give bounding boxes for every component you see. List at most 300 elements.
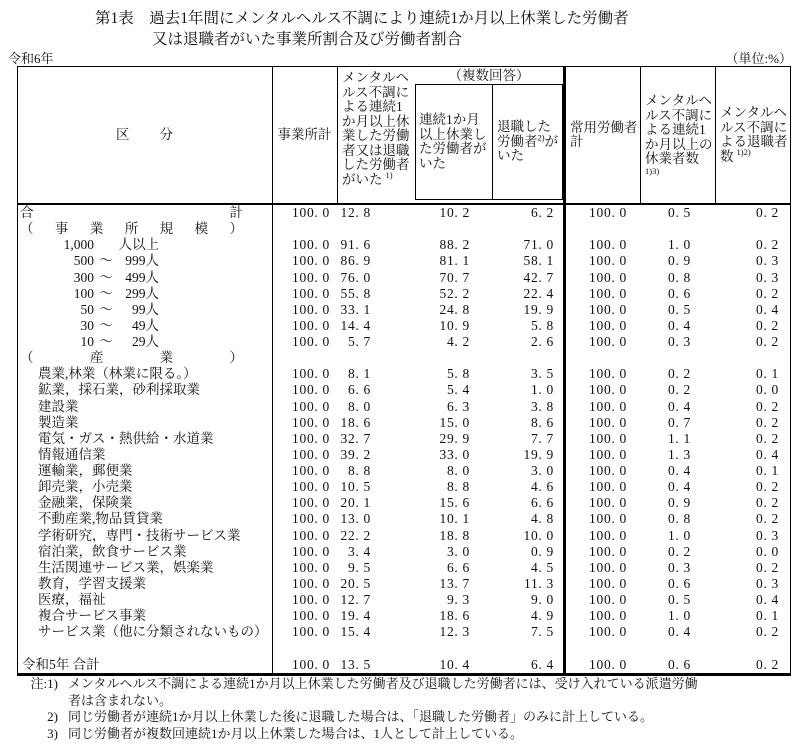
value-cell: 8. 8	[347, 463, 371, 478]
column-divider	[272, 67, 273, 673]
value-cell: 0. 1	[755, 608, 779, 624]
thick-column-divider	[563, 67, 566, 673]
value-cell: 0. 3	[755, 575, 779, 591]
row-label-part: 500	[73, 253, 94, 269]
value-cell: 0. 2	[755, 285, 779, 301]
value-cell: 15. 4	[340, 624, 371, 640]
value-cell: 20. 1	[340, 495, 371, 511]
value-cell: 13. 0	[340, 511, 371, 527]
notes	[8, 676, 702, 742]
value-cell: 100. 0	[589, 301, 627, 317]
value-cell: 0. 9	[530, 543, 554, 559]
row-label: 学術研究，専門・技術サービス業	[38, 527, 241, 543]
value-cell: 0. 3	[667, 559, 691, 575]
value-cell: 22. 4	[523, 285, 554, 301]
value-cell: 33. 0	[439, 446, 470, 462]
value-cell: 0. 4	[667, 317, 691, 333]
value-cell: 7. 7	[530, 430, 554, 446]
value-cell: 100. 0	[589, 527, 627, 543]
value-cell: 11. 3	[524, 575, 554, 591]
col-header-quit-count	[716, 67, 790, 203]
row-label: 複合サービス事業	[38, 608, 146, 624]
row-label	[18, 302, 272, 318]
table-title-line1: 第1表 過去1年間にメンタルヘルス不調により連続1か月以上休業した労働者	[95, 10, 629, 27]
value-cell: 0. 5	[667, 205, 691, 220]
table-row	[18, 447, 790, 463]
col-header-mh-leave-or-quit-label: メンタルヘルス不調による連続1か月以上休業した労働者又は退職した労働者がいた	[342, 70, 410, 187]
value-cell: 100. 0	[589, 543, 627, 559]
value-cell: 1. 3	[667, 446, 691, 462]
value-cell: 100. 0	[589, 414, 627, 430]
value-cell: 0. 0	[755, 543, 779, 559]
row-label: 鉱業，採石業，砂利採取業	[38, 382, 200, 398]
table-row	[18, 560, 790, 576]
table-row	[18, 640, 790, 656]
row-label-part: ～	[99, 285, 113, 301]
statistics-table	[17, 66, 791, 676]
value-cell: 55. 8	[340, 285, 371, 301]
value-cell: 12. 3	[439, 624, 470, 640]
row-label: 教育，学習支援業	[38, 575, 146, 591]
row-label-part: 49人	[132, 317, 159, 333]
value-cell: 100. 0	[589, 495, 627, 511]
value-cell: 13. 5	[340, 656, 371, 672]
value-cell: 0. 2	[755, 559, 779, 575]
value-cell: 100. 0	[292, 366, 330, 382]
value-cell: 100. 0	[589, 285, 627, 301]
value-cell: 1. 0	[667, 237, 691, 253]
col-header-quit-count-label: メンタルヘルス不調による退職者数	[720, 105, 788, 164]
row-label: 生活関連サービス業，娯楽業	[38, 559, 214, 575]
col-header-regular-workers-total	[566, 67, 641, 203]
value-cell: 0. 3	[755, 269, 779, 285]
value-cell: 0. 7	[667, 414, 691, 430]
value-cell: 5. 7	[347, 334, 371, 349]
value-cell: 100. 0	[589, 269, 627, 285]
row-label	[18, 640, 272, 656]
table-row	[18, 415, 790, 431]
row-label: 合 計	[20, 205, 243, 220]
multiple-answer-box	[415, 84, 563, 200]
col-header-quit-workers	[493, 85, 562, 199]
table-row	[18, 382, 790, 398]
value-cell: 0. 6	[667, 575, 691, 591]
footnote-ref-2: 2)	[537, 132, 545, 143]
value-cell: 71. 0	[523, 237, 554, 253]
value-cell: 88. 2	[439, 237, 470, 253]
value-cell: 100. 0	[589, 237, 627, 253]
col-header-leave-count	[641, 67, 716, 203]
value-cell: 32. 7	[340, 430, 371, 446]
row-label	[18, 334, 272, 350]
value-cell: 5. 8	[446, 366, 470, 382]
row-label-part: 999人	[125, 253, 159, 269]
col-header-establishments-label: 事業所計	[277, 126, 332, 142]
value-cell: 3. 8	[530, 398, 554, 414]
value-cell: 0. 2	[667, 366, 691, 382]
table-row	[18, 350, 790, 366]
value-cell	[415, 350, 487, 366]
value-cell: 100. 0	[589, 575, 627, 591]
value-cell: 100. 0	[589, 253, 627, 269]
value-cell: 0. 6	[667, 656, 691, 672]
value-cell: 6. 6	[347, 382, 371, 398]
col-header-category	[18, 67, 272, 203]
value-cell: 70. 7	[439, 269, 470, 285]
row-label: 農業,林業（林業に限る。）	[38, 366, 197, 382]
row-label: 電気・ガス・熱供給・水道業	[38, 430, 214, 446]
value-cell	[641, 221, 716, 237]
value-cell	[641, 640, 716, 656]
value-cell: 9. 5	[347, 559, 371, 575]
row-label-part: 29人	[132, 334, 159, 349]
table-row	[18, 544, 790, 560]
value-cell	[487, 640, 563, 656]
col-header-regular-workers-label: 常用労働者計	[570, 119, 638, 149]
value-cell: 0. 4	[667, 479, 691, 495]
value-cell: 19. 9	[523, 301, 554, 317]
row-label: 宿泊業，飲食サービス業	[38, 543, 187, 559]
multiple-answer-group	[415, 67, 563, 203]
value-cell: 15. 6	[439, 495, 470, 511]
value-cell: 0. 4	[667, 398, 691, 414]
value-cell: 100. 0	[589, 205, 627, 220]
row-label-part: ～	[99, 317, 113, 333]
value-cell: 1. 0	[667, 608, 691, 624]
row-label-part: 99人	[132, 301, 159, 317]
table-row	[18, 657, 790, 673]
value-cell: 33. 1	[340, 301, 371, 317]
note-item	[8, 726, 702, 743]
note-marker: 注:1)	[30, 676, 58, 691]
value-cell: 6. 6	[446, 559, 470, 575]
table-title	[95, 8, 629, 50]
value-cell: 0. 2	[755, 414, 779, 430]
table-header	[18, 67, 790, 205]
value-cell: 0. 1	[755, 463, 779, 478]
row-label-part: 1,000	[63, 237, 94, 253]
table-row	[18, 608, 790, 624]
value-cell: 3. 4	[347, 543, 371, 559]
value-cell: 100. 0	[589, 479, 627, 495]
col-header-leave-count-label: メンタルヘルス不調による連続1か月以上の休業者数	[645, 93, 713, 167]
row-label	[18, 318, 272, 334]
value-cell: 8. 0	[347, 398, 371, 414]
value-cell: 12. 8	[340, 205, 371, 220]
table-row	[18, 576, 790, 592]
value-cell: 100. 0	[292, 592, 330, 607]
value-cell: 100. 0	[292, 205, 330, 220]
value-cell: 3. 5	[530, 366, 554, 382]
value-cell: 4. 8	[530, 511, 554, 527]
row-label-part: 300	[73, 269, 94, 285]
table-row	[18, 463, 790, 479]
table-row	[18, 495, 790, 511]
value-cell: 0. 1	[755, 366, 779, 382]
row-label: 医療，福祉	[38, 592, 106, 607]
value-cell: 100. 0	[292, 479, 330, 495]
value-cell: 14. 4	[340, 317, 371, 333]
table-row	[18, 366, 790, 382]
value-cell	[338, 221, 415, 237]
row-label-part: ～	[99, 269, 113, 285]
value-cell	[487, 221, 563, 237]
value-cell: 0. 4	[667, 463, 691, 478]
row-label: 卸売業，小売業	[38, 479, 133, 495]
value-cell: 15. 0	[439, 414, 470, 430]
row-label-part: 50	[80, 301, 94, 317]
value-cell: 100. 0	[292, 495, 330, 511]
value-cell: 0. 2	[755, 430, 779, 446]
value-cell: 19. 9	[523, 446, 554, 462]
group-header-multiple-answers: （複数回答）	[448, 68, 530, 83]
value-cell: 100. 0	[589, 608, 627, 624]
value-cell: 0. 9	[667, 253, 691, 269]
value-cell	[487, 350, 563, 366]
value-cell: 100. 0	[589, 398, 627, 414]
table-row	[18, 334, 790, 350]
value-cell: 18. 8	[439, 527, 470, 543]
value-cell: 100. 0	[292, 463, 330, 478]
value-cell: 86. 9	[340, 253, 371, 269]
note-text: メンタルヘルス不調による連続1か月以上休業した労働者及び退職した労働者には、受け入れている派遣労働者は含まれない。	[68, 676, 698, 708]
note-marker: 2)	[47, 709, 58, 724]
table-body	[18, 205, 790, 673]
value-cell: 100. 0	[589, 446, 627, 462]
value-cell: 8. 6	[530, 414, 554, 430]
value-cell	[272, 221, 338, 237]
value-cell: 29. 9	[439, 430, 470, 446]
value-cell: 0. 3	[667, 334, 691, 349]
value-cell: 100. 0	[292, 624, 330, 640]
table-row	[18, 302, 790, 318]
row-label	[18, 270, 272, 286]
value-cell: 10. 5	[340, 479, 371, 495]
value-cell: 0. 2	[755, 398, 779, 414]
row-label-part: ～	[99, 301, 113, 317]
value-cell: 1. 0	[530, 382, 554, 398]
value-cell: 100. 0	[292, 301, 330, 317]
value-cell: 9. 0	[530, 592, 554, 607]
value-cell: 0. 2	[755, 495, 779, 511]
value-cell: 100. 0	[292, 269, 330, 285]
value-cell: 100. 0	[292, 608, 330, 624]
value-cell: 0. 2	[755, 317, 779, 333]
value-cell: 0. 2	[755, 334, 779, 349]
value-cell: 0. 6	[667, 285, 691, 301]
value-cell: 0. 4	[667, 624, 691, 640]
row-label: 建設業	[38, 398, 79, 414]
value-cell: 3. 0	[530, 463, 554, 478]
value-cell: 100. 0	[589, 382, 627, 398]
table-row	[18, 253, 790, 269]
value-cell: 18. 6	[439, 608, 470, 624]
row-label-part: 299人	[125, 285, 159, 301]
value-cell	[716, 221, 790, 237]
value-cell: 1. 1	[667, 430, 691, 446]
row-label-part: 人以上	[118, 237, 159, 253]
value-cell: 0. 2	[667, 382, 691, 398]
value-cell: 0. 2	[755, 656, 779, 672]
value-cell: 10. 2	[439, 205, 470, 220]
table-row	[18, 270, 790, 286]
row-label-part: 10	[80, 334, 94, 349]
table-row	[18, 624, 790, 640]
value-cell	[566, 350, 641, 366]
value-cell: 100. 0	[589, 366, 627, 382]
row-label: サービス業（他に分類されないもの）	[38, 624, 268, 640]
value-cell: 8. 8	[446, 479, 470, 495]
value-cell: 100. 0	[589, 559, 627, 575]
footnote-ref-1: 1)	[385, 170, 393, 180]
row-label-part: ～	[99, 334, 113, 349]
value-cell: 3. 0	[446, 543, 470, 559]
table-row	[18, 399, 790, 415]
value-cell	[716, 350, 790, 366]
row-label: 運輸業，郵便業	[38, 463, 133, 478]
value-cell: 18. 6	[340, 414, 371, 430]
value-cell: 100. 0	[292, 559, 330, 575]
value-cell: 91. 6	[340, 237, 371, 253]
value-cell: 4. 6	[530, 479, 554, 495]
value-cell	[415, 221, 487, 237]
value-cell: 6. 3	[446, 398, 470, 414]
value-cell: 13. 7	[439, 575, 470, 591]
row-label-part: 100	[73, 285, 94, 301]
value-cell: 10. 0	[523, 527, 554, 543]
value-cell: 4. 9	[530, 608, 554, 624]
value-cell	[272, 640, 338, 656]
table-row	[18, 528, 790, 544]
value-cell: 52. 2	[439, 285, 470, 301]
value-cell: 10. 4	[439, 656, 470, 672]
value-cell: 0. 8	[667, 511, 691, 527]
row-label-part: 499人	[125, 269, 159, 285]
value-cell: 0. 4	[755, 301, 779, 317]
row-label: （ 産 業 ）	[20, 350, 243, 366]
value-cell: 0. 9	[667, 495, 691, 511]
value-cell: 100. 0	[292, 446, 330, 462]
value-cell: 5. 4	[446, 382, 470, 398]
value-cell: 12. 7	[340, 592, 371, 607]
value-cell: 58. 1	[523, 253, 554, 269]
value-cell: 100. 0	[292, 543, 330, 559]
row-label: 金融業，保険業	[38, 495, 133, 511]
value-cell: 100. 0	[589, 511, 627, 527]
row-label	[18, 237, 272, 253]
col-header-mh-leave-or-quit	[338, 67, 415, 203]
value-cell: 1. 0	[667, 527, 691, 543]
table-title-line2: 又は退職者がいた事業所割合及び労働者割合	[152, 31, 463, 48]
value-cell: 100. 0	[589, 656, 627, 672]
value-cell	[566, 640, 641, 656]
row-label: 情報通信業	[38, 446, 106, 462]
value-cell: 100. 0	[292, 511, 330, 527]
value-cell: 6. 2	[530, 205, 554, 220]
table-row	[18, 511, 790, 527]
col-header-establishments-total	[272, 67, 338, 203]
note-text: 同じ労働者が連続1か月以上休業した後に退職した場合は、「退職した労働者」のみに計上している。	[68, 709, 654, 724]
value-cell: 39. 2	[340, 446, 371, 462]
note-text: 同じ労働者が複数回連続1か月以上休業した場合は、1人として計上している。	[68, 725, 524, 741]
value-cell: 0. 3	[755, 527, 779, 543]
value-cell: 100. 0	[292, 382, 330, 398]
col-header-quit-workers-label: 退職した労働者	[497, 119, 551, 149]
value-cell: 10. 9	[439, 317, 470, 333]
value-cell: 100. 0	[292, 317, 330, 333]
table-row	[18, 205, 790, 221]
value-cell: 0. 4	[755, 592, 779, 607]
value-cell: 0. 2	[755, 205, 779, 220]
value-cell	[415, 640, 487, 656]
value-cell: 100. 0	[292, 334, 330, 349]
row-label: 令和5年 合計	[22, 656, 100, 672]
table-row	[18, 431, 790, 447]
value-cell: 0. 5	[667, 592, 691, 607]
value-cell: 0. 4	[755, 446, 779, 462]
row-label-part: 30	[80, 317, 94, 333]
value-cell: 100. 0	[292, 527, 330, 543]
value-cell: 0. 2	[755, 624, 779, 640]
value-cell: 19. 4	[340, 608, 371, 624]
table-row	[18, 221, 790, 237]
row-label	[18, 286, 272, 302]
col-header-quit-workers-label-tail: がいた	[497, 133, 559, 164]
value-cell: 9. 3	[446, 592, 470, 607]
value-cell: 6. 4	[530, 656, 554, 672]
value-cell: 0. 2	[755, 237, 779, 253]
col-header-category-label: 区 分	[116, 126, 174, 142]
value-cell: 7. 5	[530, 624, 554, 640]
value-cell: 0. 5	[667, 301, 691, 317]
value-cell: 22. 2	[340, 527, 371, 543]
value-cell: 0. 2	[667, 543, 691, 559]
value-cell	[338, 640, 415, 656]
value-cell: 100. 0	[292, 237, 330, 253]
value-cell: 100. 0	[292, 430, 330, 446]
value-cell: 0. 3	[755, 253, 779, 269]
table-row	[18, 318, 790, 334]
value-cell	[641, 350, 716, 366]
value-cell	[716, 640, 790, 656]
value-cell: 42. 7	[523, 269, 554, 285]
value-cell: 100. 0	[292, 398, 330, 414]
table-row	[18, 286, 790, 302]
row-label	[18, 253, 272, 269]
row-label: （ 事 業 所 規 模 ）	[20, 221, 243, 237]
value-cell: 24. 8	[439, 301, 470, 317]
value-cell: 6. 6	[530, 495, 554, 511]
value-cell: 100. 0	[589, 592, 627, 607]
value-cell	[338, 350, 415, 366]
value-cell: 81. 1	[439, 253, 470, 269]
value-cell: 100. 0	[292, 253, 330, 269]
unit-label: （単位:%）	[725, 51, 792, 66]
note-marker: 3)	[47, 725, 58, 741]
value-cell: 100. 0	[589, 334, 627, 349]
value-cell: 100. 0	[589, 430, 627, 446]
value-cell: 100. 0	[589, 317, 627, 333]
value-cell: 5. 8	[530, 317, 554, 333]
row-label: 不動産業,物品賃貸業	[38, 511, 163, 527]
value-cell: 2. 6	[530, 334, 554, 349]
value-cell: 100. 0	[292, 575, 330, 591]
value-cell: 4. 5	[530, 559, 554, 575]
footnote-ref-1-3: 1)3)	[645, 165, 660, 176]
value-cell: 100. 0	[292, 656, 330, 672]
footnote-ref-1-2: 1)2)	[736, 147, 751, 157]
value-cell: 76. 0	[340, 269, 371, 285]
